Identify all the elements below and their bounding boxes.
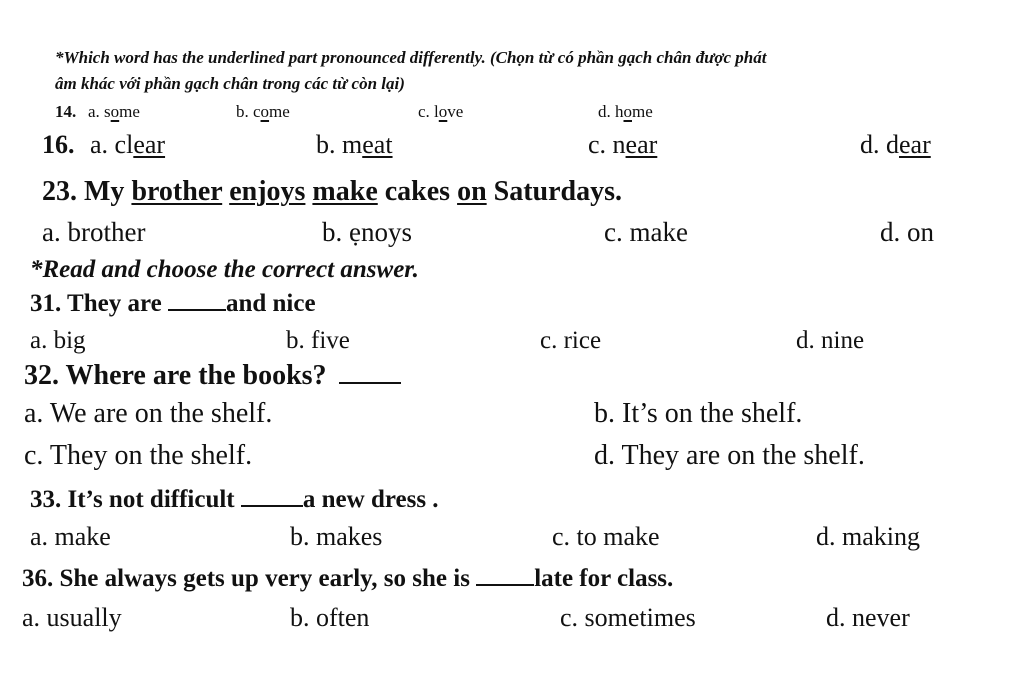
option-a[interactable]: a. clear bbox=[90, 130, 166, 159]
option-b[interactable]: b. come bbox=[236, 102, 290, 121]
option-a[interactable]: a. make bbox=[30, 522, 111, 551]
underlined-word-enjoys: enjoys bbox=[229, 176, 306, 207]
option-b[interactable]: b. five bbox=[286, 327, 350, 354]
option-b[interactable]: b. makes bbox=[290, 522, 383, 551]
question-number: 16. bbox=[42, 130, 75, 159]
instruction-read-choose: *Read and choose the correct answer. bbox=[30, 256, 419, 283]
option-d[interactable]: d. dear bbox=[860, 130, 931, 159]
option-c[interactable]: c. They on the shelf. bbox=[24, 440, 253, 471]
option-a[interactable]: a. big bbox=[30, 327, 86, 354]
underlined-word-brother: brother bbox=[131, 176, 223, 207]
question-31: 31. They are and nice bbox=[30, 290, 316, 317]
answer-blank[interactable] bbox=[339, 382, 401, 384]
option-a[interactable]: a. We are on the shelf. bbox=[24, 398, 273, 429]
underlined-word-on: on bbox=[457, 176, 487, 207]
option-d[interactable]: d. They are on the shelf. bbox=[594, 440, 865, 471]
option-b[interactable]: b. often bbox=[290, 603, 370, 632]
instruction-pronunciation-line1: *Which word has the underlined part pronounced differently. (Chọn từ có phần gạch chân được phát bbox=[55, 48, 767, 67]
option-d[interactable]: d. home bbox=[598, 102, 653, 121]
question-number: 14. bbox=[55, 102, 77, 121]
option-c[interactable]: c. near bbox=[588, 130, 658, 159]
answer-blank[interactable] bbox=[476, 584, 534, 586]
answer-blank[interactable] bbox=[241, 505, 303, 507]
option-d[interactable]: d. nine bbox=[796, 327, 865, 354]
option-c[interactable]: c. to make bbox=[552, 522, 660, 551]
option-c[interactable]: c. sometimes bbox=[560, 603, 696, 632]
option-b[interactable]: b. It’s on the shelf. bbox=[594, 398, 803, 429]
option-a[interactable]: a. brother bbox=[42, 217, 146, 247]
underlined-word-make: make bbox=[312, 176, 378, 207]
option-b[interactable]: b. meat bbox=[316, 130, 393, 159]
option-d[interactable]: d. making bbox=[816, 522, 920, 551]
question-36: 36. She always gets up very early, so she is late for class. bbox=[22, 565, 674, 592]
answer-blank[interactable] bbox=[168, 309, 226, 311]
question-33: 33. It’s not difficult a new dress . bbox=[30, 486, 439, 513]
instruction-pronunciation-line2: âm khác với phần gạch chân trong các từ còn lại) bbox=[55, 74, 405, 93]
option-b[interactable]: b. ẹnoys bbox=[322, 217, 412, 247]
option-c[interactable]: c. love bbox=[418, 102, 464, 121]
option-d[interactable]: d. on bbox=[880, 217, 934, 247]
option-c[interactable]: c. make bbox=[604, 217, 688, 247]
option-a[interactable]: a. some bbox=[88, 102, 140, 121]
option-d[interactable]: d. never bbox=[826, 603, 910, 632]
question-23: 23. My brother enjoys make cakes on Saturdays. bbox=[42, 176, 623, 207]
option-c[interactable]: c. rice bbox=[540, 327, 602, 354]
question-32: 32. Where are the books? bbox=[24, 360, 401, 392]
option-a[interactable]: a. usually bbox=[22, 603, 122, 632]
